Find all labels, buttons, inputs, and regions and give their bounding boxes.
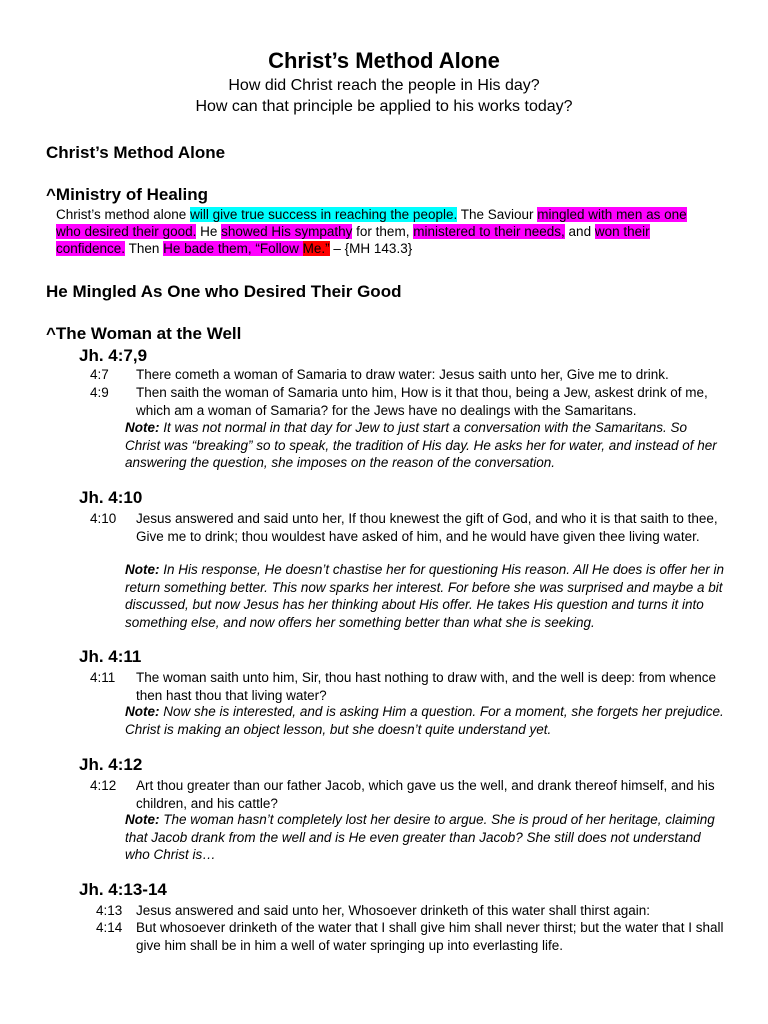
verse-number: 4:14 xyxy=(96,920,123,935)
note-text: The woman hasn’t completely lost her desire to argue. She is proud of her heritage, claiming that Jacob drank from the well and is He even greater than Jacob? She still does not understand who Christ is… xyxy=(125,812,715,862)
verse-number: 4:9 xyxy=(90,385,109,400)
verse-number: 4:7 xyxy=(90,367,109,382)
note-label: Note: xyxy=(125,562,160,577)
scripture-reference: Jh. 4:12 xyxy=(79,755,143,774)
section-subheading: ^The Woman at the Well xyxy=(46,324,242,343)
scripture-reference: Jh. 4:10 xyxy=(79,488,143,507)
quote-text: for them, xyxy=(352,224,414,239)
verse xyxy=(90,669,730,704)
commentary-note xyxy=(125,561,725,631)
verse-number: 4:12 xyxy=(90,778,117,793)
document-subtitle-1: How did Christ reach the people in His day? xyxy=(228,77,540,94)
verse xyxy=(90,384,730,419)
highlight-magenta: ministered to their needs, xyxy=(413,224,565,239)
verse-text: Jesus answered and said unto her, Whosoever drinketh of this water shall thirst again: xyxy=(136,903,651,918)
section-subheading: ^Ministry of Healing xyxy=(46,185,208,204)
section-heading: Christ’s Method Alone xyxy=(46,143,226,162)
note-text: It was not normal in that day for Jew to just start a conversation with the Samaritans. So Christ was “breaking” so to speak, the tradition of His day. He asks her for water, and instead of her answering the question, she imposes on the reason of the conversation. xyxy=(125,420,717,470)
verse xyxy=(90,366,730,384)
highlight-cyan: will give true success in reaching the people. xyxy=(190,207,458,222)
verse xyxy=(90,777,730,812)
verse xyxy=(96,919,736,954)
verse-text: But whosoever drinketh of the water that I shall give him shall never thirst; but the water that I shall give him shall be in him a well of water springing up into everlasting life. xyxy=(136,920,724,953)
ministry-of-healing-quote xyxy=(56,206,706,257)
quote-text: He xyxy=(196,224,222,239)
quote-text: Christ’s method alone xyxy=(56,207,191,222)
highlight-red: Me.” xyxy=(302,241,330,256)
verse xyxy=(96,902,736,920)
highlight-magenta: He bade them, “Follow xyxy=(163,241,303,256)
note-label: Note: xyxy=(125,812,160,827)
verse-number: 4:10 xyxy=(90,511,117,526)
commentary-note xyxy=(125,419,725,472)
highlight-magenta: showed His sympathy xyxy=(221,224,353,239)
quote-citation: – {MH 143.3} xyxy=(329,241,413,256)
quote-text: The Saviour xyxy=(457,207,538,222)
verse-number: 4:13 xyxy=(96,903,123,918)
verse xyxy=(90,510,730,545)
verse-text: There cometh a woman of Samaria to draw water: Jesus saith unto her, Give me to drink. xyxy=(136,367,669,382)
document-title: Christ’s Method Alone xyxy=(268,48,500,73)
quote-text: Then xyxy=(125,241,164,256)
quote-text: and xyxy=(564,224,595,239)
highlight-magenta: won their confidence. xyxy=(56,224,650,256)
note-text: Now she is interested, and is asking Him a question. For a moment, she forgets her prejudice. Christ is making an object lesson, but she doesn’t quite understand yet. xyxy=(125,704,724,737)
scripture-reference: Jh. 4:13-14 xyxy=(79,880,167,899)
verse-text: The woman saith unto him, Sir, thou hast nothing to draw with, and the well is deep: from whence then hast thou that living water? xyxy=(136,670,717,703)
highlight-magenta: mingled with men as one who desired their good. xyxy=(56,207,687,239)
verse-text: Art thou greater than our father Jacob, which gave us the well, and drank thereof himself, and his children, and his cattle? xyxy=(136,778,715,811)
note-label: Note: xyxy=(125,420,160,435)
section-heading: He Mingled As One who Desired Their Good xyxy=(46,282,402,301)
scripture-reference: Jh. 4:11 xyxy=(79,647,142,666)
note-label: Note: xyxy=(125,704,160,719)
commentary-note xyxy=(125,811,725,864)
note-text: In His response, He doesn’t chastise her for questioning His reason. All He does is offer her in return something better. This now sparks her interest. For before she was surprised and maybe a bit discussed, but now Jesus has her thinking about His offer. He takes His question and turns it into something else, and now offers her something better than what she is seeking. xyxy=(125,562,725,630)
document-subtitle-2: How can that principle be applied to his works today? xyxy=(195,98,573,115)
verse-number: 4:11 xyxy=(90,670,116,685)
verse-text: Jesus answered and said unto her, If thou knewest the gift of God, and who it is that saith to thee, Give me to drink; thou wouldest have asked of him, and he would have given thee living water. xyxy=(136,511,718,544)
commentary-note xyxy=(125,703,725,738)
scripture-reference: Jh. 4:7,9 xyxy=(79,346,148,365)
verse-text: Then saith the woman of Samaria unto him, How is it that thou, being a Jew, askest drink of me, which am a woman of Samaria? for the Jews have no dealings with the Samaritans. xyxy=(136,385,708,418)
